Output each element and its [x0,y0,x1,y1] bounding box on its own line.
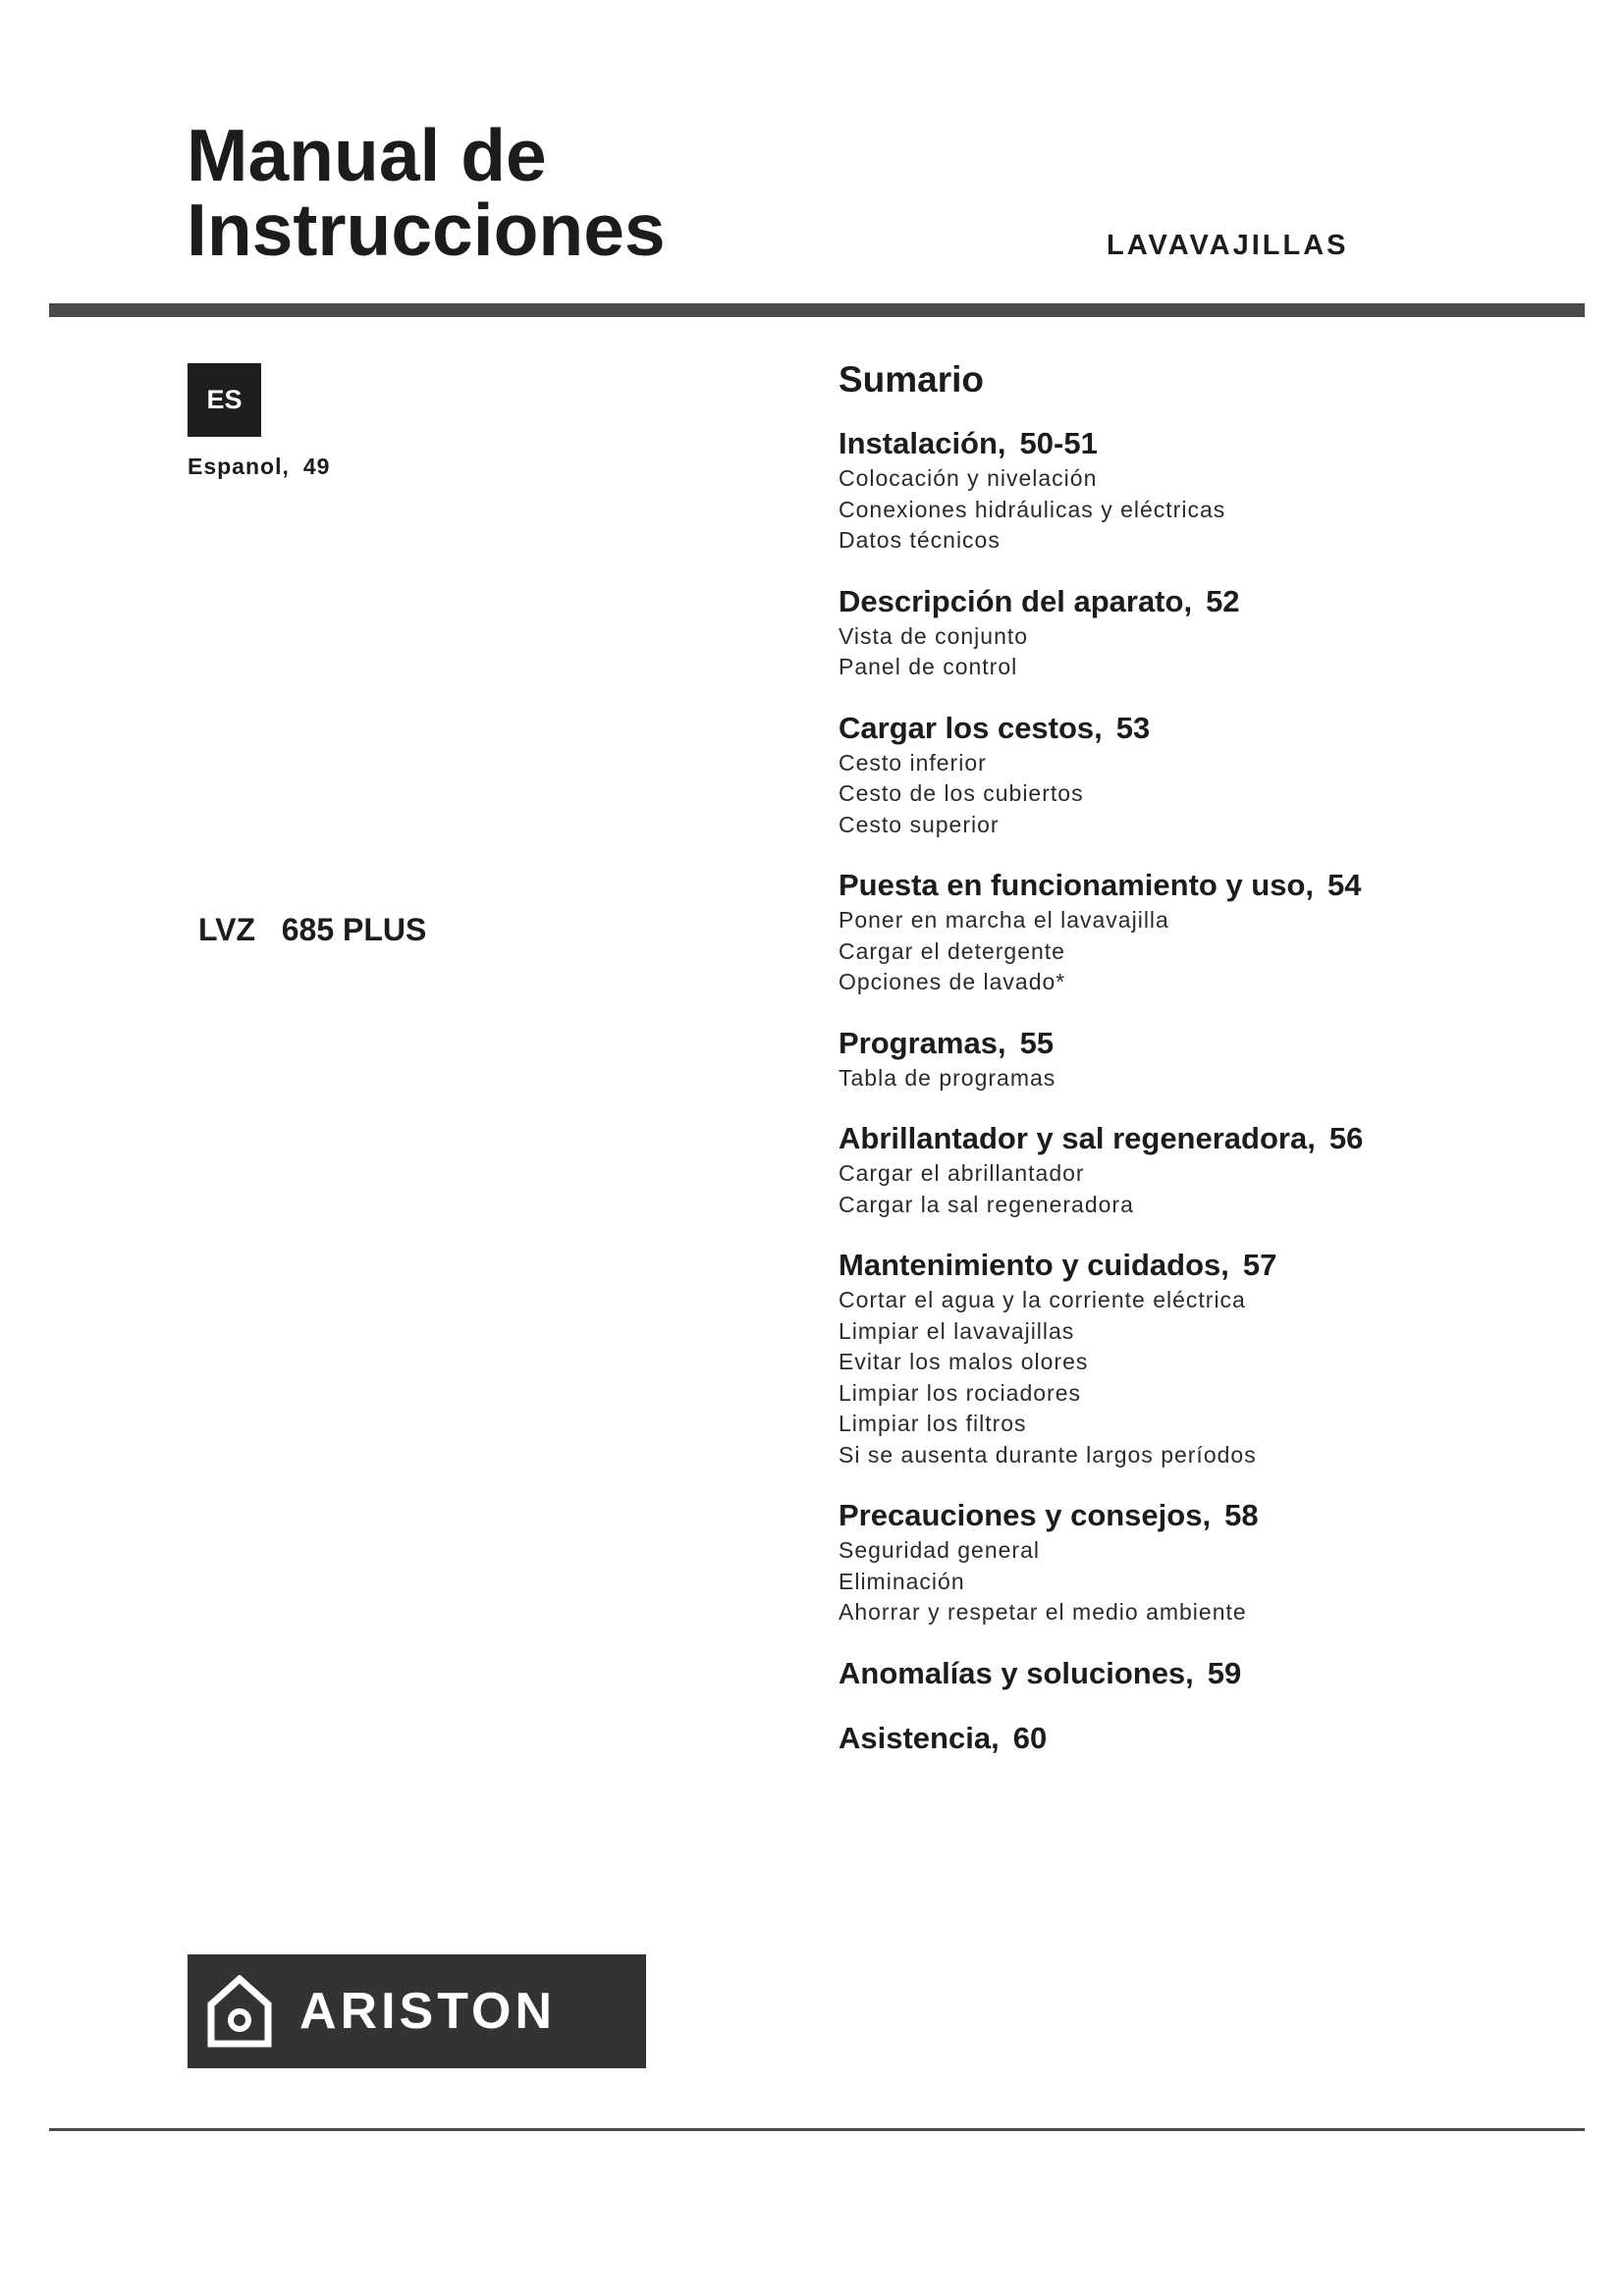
toc-page-number: 55 [1019,1025,1055,1060]
toc-subitem: Opciones de lavado* [839,969,1066,994]
toc-subitem: Limpiar el lavavajillas [839,1317,1075,1344]
toc-page-number: 50-51 [1019,426,1098,460]
toc-title: Sumario [839,359,985,400]
toc-heading-text: Precauciones y consejos, [839,1498,1212,1532]
toc-subitem: Cargar el abrillantador [839,1160,1085,1186]
toc-heading-text: Descripción del aparato, [839,583,1193,618]
toc-subitem: Panel de control [839,654,1018,679]
language-index [188,454,330,480]
toc-section [839,709,1545,841]
toc-subitem: Vista de conjunto [839,622,1029,649]
toc-heading [839,1719,1545,1758]
toc-subitem: Colocación y nivelación [839,465,1098,491]
toc-subitem: Cortar el agua y la corriente eléctrica [839,1287,1246,1312]
toc-section [839,1119,1545,1220]
toc-section [839,424,1545,557]
toc-page-number: 54 [1327,868,1362,902]
header-divider [49,303,1585,317]
toc-page-number: 56 [1328,1121,1364,1155]
toc-subitem: Cargar la sal regeneradora [839,1191,1134,1217]
toc-subitem: Cesto superior [839,811,1000,837]
toc-heading [839,1119,1545,1158]
toc-heading-text: Abrillantador y sal regeneradora, [839,1121,1316,1155]
toc-subitem: Cargar el detergente [839,937,1065,964]
table-of-contents [839,424,1545,1784]
title-line-2: Instrucciones [187,188,666,271]
toc-section [839,1654,1545,1693]
toc-section [839,1719,1545,1758]
language-name: Espanol, [188,454,290,479]
toc-heading [839,1496,1545,1535]
toc-heading [839,1246,1545,1285]
toc-heading [839,582,1545,621]
brand-logo [188,1954,646,2068]
toc-section [839,1496,1545,1629]
toc-subitem: Tabla de programas [839,1064,1056,1091]
toc-heading-text: Puesta en funcionamiento y uso, [839,868,1315,902]
toc-section [839,582,1545,683]
toc-subitem: Evitar los malos olores [839,1349,1089,1374]
toc-subitem: Limpiar los rociadores [839,1379,1081,1406]
toc-subitem: Si se ausenta durante largos períodos [839,1441,1257,1468]
footer-divider [49,2128,1585,2131]
toc-subitem: Eliminación [839,1568,965,1594]
toc-page-number: 57 [1242,1248,1277,1282]
toc-subitem: Limpiar los filtros [839,1411,1027,1436]
toc-subitem: Poner en marcha el lavavajilla [839,907,1169,933]
toc-subitem: Cesto inferior [839,749,987,775]
toc-subitem: Datos técnicos [839,527,1001,553]
title-line-1: Manual de [187,114,547,196]
toc-heading-text: Anomalías y soluciones, [839,1655,1194,1690]
document-title [187,114,666,271]
toc-heading [839,866,1545,905]
model-number: LVZ 685 PLUS [198,912,427,947]
toc-heading [839,1654,1545,1693]
toc-heading-text: Cargar los cestos, [839,710,1103,745]
product-type: LAVAVAJILLAS [1107,230,1349,261]
toc-subitem: Seguridad general [839,1537,1040,1563]
language-page: 49 [302,454,331,479]
toc-page-number: 59 [1207,1655,1242,1690]
toc-heading [839,709,1545,748]
toc-subitem: Cesto de los cubiertos [839,780,1084,806]
toc-heading-text: Asistencia, [839,1720,1000,1755]
toc-section [839,866,1545,998]
toc-page-number: 58 [1224,1498,1259,1532]
brand-name: ARISTON [299,1983,557,2040]
language-badge: ES [188,363,261,437]
toc-section [839,1246,1545,1470]
toc-page-number: 52 [1206,583,1240,618]
toc-subitem: Conexiones hidráulicas y eléctricas [839,496,1226,522]
toc-heading [839,424,1545,463]
toc-subitem: Ahorrar y respetar el medio ambiente [839,1599,1247,1625]
toc-heading-text: Instalación, [839,426,1006,460]
toc-page-number: 53 [1115,710,1151,745]
toc-heading-text: Programas, [839,1025,1006,1060]
house-icon [207,1975,272,2048]
toc-heading [839,1024,1545,1063]
toc-heading-text: Mantenimiento y cuidados, [839,1248,1229,1282]
toc-page-number: 60 [1012,1720,1048,1755]
toc-section [839,1024,1545,1095]
